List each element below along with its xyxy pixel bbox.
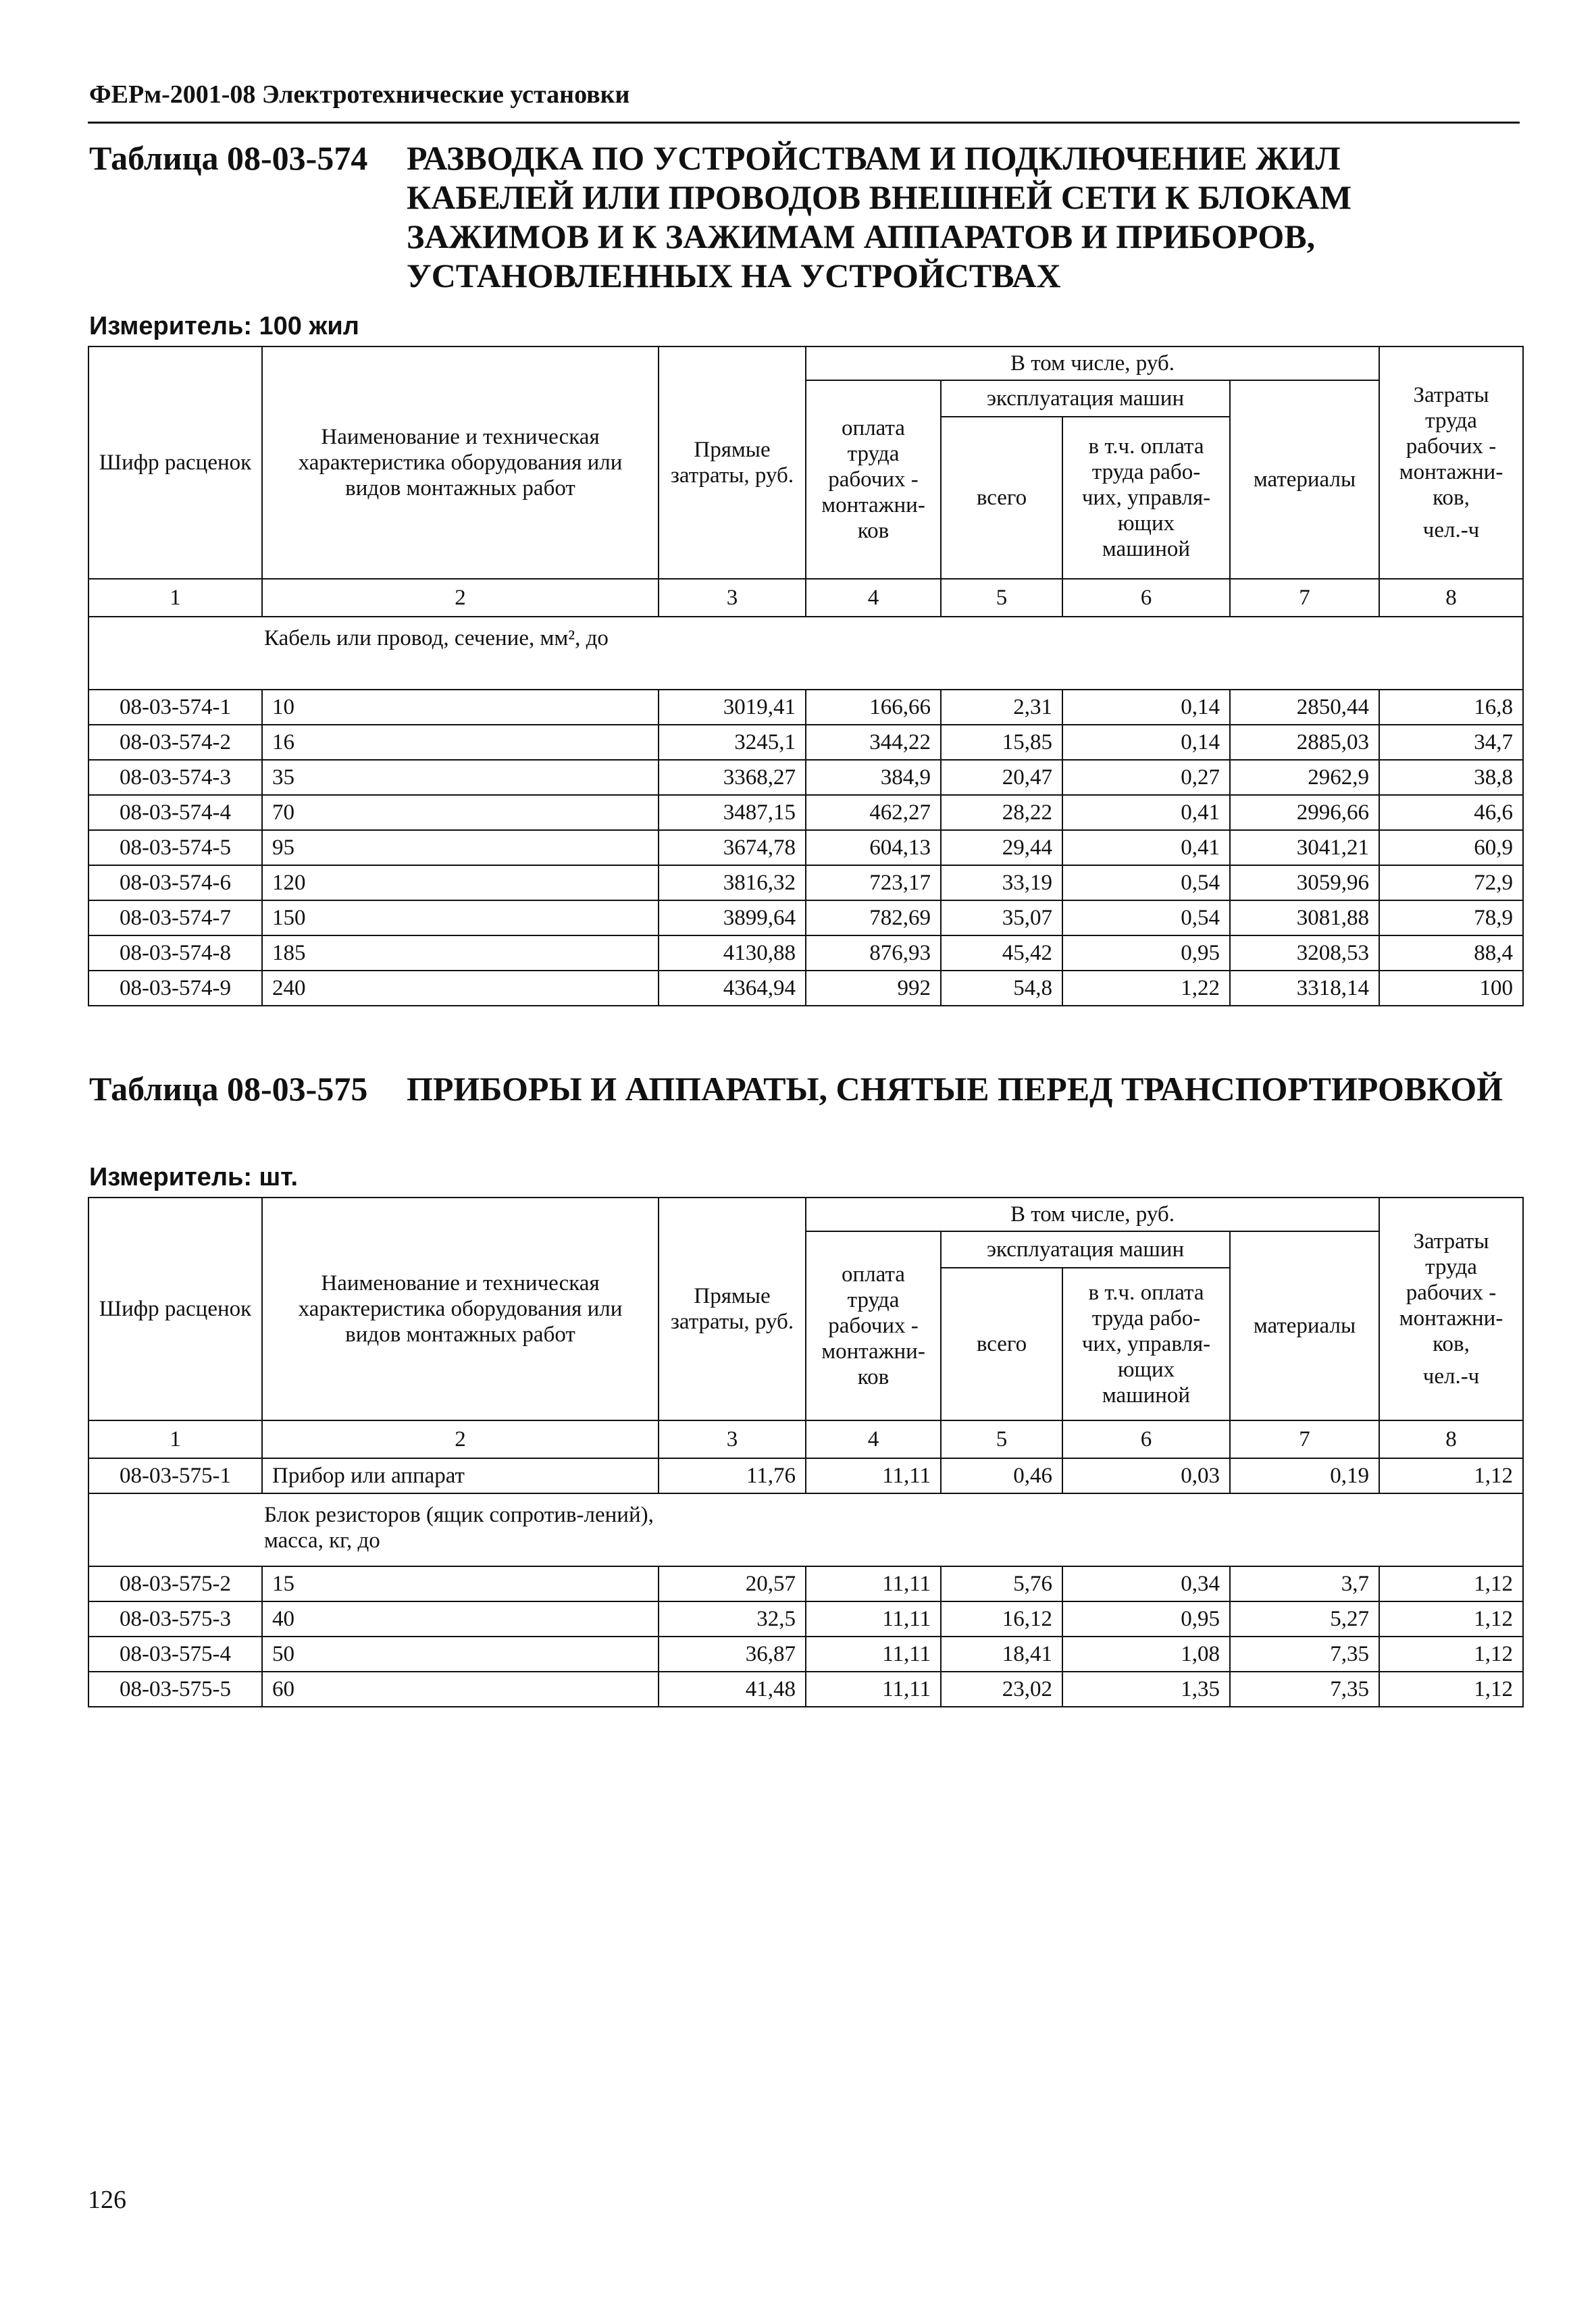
column-number: 5 <box>941 1420 1062 1458</box>
cell-machines-labor: 0,14 <box>1062 690 1230 725</box>
cell-direct: 3245,1 <box>659 725 806 760</box>
cell-name: 50 <box>262 1637 659 1672</box>
cell-materials: 3,7 <box>1230 1566 1379 1601</box>
cell-code: 08-03-574-9 <box>88 971 262 1006</box>
cell-labor: 166,66 <box>806 690 941 725</box>
cell-labor: 11,11 <box>806 1566 941 1601</box>
col-header-labor: оплата труда рабочих - монтажни-ков <box>806 1231 941 1420</box>
cell-machines-total: 5,76 <box>941 1566 1062 1601</box>
col-header-hours <box>1379 346 1523 579</box>
cell-materials: 2996,66 <box>1230 795 1379 830</box>
table2-body <box>88 1566 1523 1707</box>
section-cell <box>88 1493 1523 1566</box>
cell-labor: 992 <box>806 971 941 1006</box>
cell-code: 08-03-575-5 <box>88 1672 262 1707</box>
cell-direct: 3368,27 <box>659 760 806 795</box>
cell-direct: 3674,78 <box>659 830 806 865</box>
cell-code: 08-03-574-2 <box>88 725 262 760</box>
cell-materials: 3208,53 <box>1230 935 1379 971</box>
cell-code: 08-03-575-1 <box>88 1458 262 1493</box>
cell-name: 240 <box>262 971 659 1006</box>
cell-materials: 7,35 <box>1230 1637 1379 1672</box>
col-header-code: Шифр расценок <box>88 346 262 579</box>
column-number: 3 <box>659 579 806 617</box>
cell-name: 70 <box>262 795 659 830</box>
cell-labor: 876,93 <box>806 935 941 971</box>
table1-title: РАЗВОДКА ПО УСТРОЙСТВАМ И ПОДКЛЮЧЕНИЕ ЖИЛ КАБЕЛЕЙ ИЛИ ПРОВОДОВ ВНЕШНЕЙ СЕТИ К БЛОКАМ ЗАЖИМОВ И К ЗАЖИМАМ АППАРАТОВ И ПРИБОРОВ, УСТАНОВЛЕННЫХ НА УСТРОЙСТВАХ <box>407 139 1352 294</box>
cell-name: 185 <box>262 935 659 971</box>
cell-direct: 36,87 <box>659 1637 806 1672</box>
cell-name: 15 <box>262 1566 659 1601</box>
cell-machines-labor: 1,08 <box>1062 1637 1230 1672</box>
cell-machines-labor: 0,14 <box>1062 725 1230 760</box>
cell-machines-total: 29,44 <box>941 830 1062 865</box>
cell-code: 08-03-574-7 <box>88 900 262 935</box>
col-header-hours <box>1379 1198 1523 1420</box>
col-header-machines-total: всего <box>941 417 1062 579</box>
column-number: 2 <box>262 1420 659 1458</box>
table-row <box>88 1601 1523 1637</box>
cell-materials: 3081,88 <box>1230 900 1379 935</box>
col-header-hours-unit: чел.-ч <box>1422 1364 1480 1389</box>
col-header-hours-label: Затраты труда рабочих - монтажни-ков, <box>1399 383 1503 510</box>
table-row <box>88 1672 1523 1707</box>
cell-materials: 5,27 <box>1230 1601 1379 1637</box>
table1-number: Таблица 08-03-574 <box>89 139 368 177</box>
running-head: ФЕРм-2001-08 Электротехнические установки <box>89 80 630 109</box>
table2 <box>88 1197 1524 1707</box>
cell-direct: 3019,41 <box>659 690 806 725</box>
cell-direct: 32,5 <box>659 1601 806 1637</box>
col-header-direct: Прямые затраты, руб. <box>659 346 806 579</box>
cell-labor: 782,69 <box>806 900 941 935</box>
cell-labor: 11,11 <box>806 1672 941 1707</box>
cell-machines-total: 45,42 <box>941 935 1062 971</box>
col-header-name: Наименование и техническая характеристика оборудования или видов монтажных работ <box>262 1198 659 1420</box>
cell-machines-total: 18,41 <box>941 1637 1062 1672</box>
column-number: 4 <box>806 579 941 617</box>
column-number: 2 <box>262 579 659 617</box>
table2-measure: Измеритель: шт. <box>89 1163 299 1191</box>
cell-code: 08-03-574-8 <box>88 935 262 971</box>
cell-machines-labor: 0,34 <box>1062 1566 1230 1601</box>
column-number: 8 <box>1379 1420 1523 1458</box>
table1 <box>88 346 1524 1006</box>
cell-direct: 4364,94 <box>659 971 806 1006</box>
cell-labor: 11,11 <box>806 1637 941 1672</box>
cell-materials: 3041,21 <box>1230 830 1379 865</box>
cell-name: 150 <box>262 900 659 935</box>
table-row <box>88 1566 1523 1601</box>
cell-name: 60 <box>262 1672 659 1707</box>
cell-hours: 1,12 <box>1379 1637 1523 1672</box>
column-number: 7 <box>1230 579 1379 617</box>
cell-direct: 11,76 <box>659 1458 806 1493</box>
cell-name: 16 <box>262 725 659 760</box>
cell-direct: 4130,88 <box>659 935 806 971</box>
column-number: 6 <box>1062 1420 1230 1458</box>
col-header-including: В том числе, руб. <box>806 346 1379 380</box>
cell-labor: 462,27 <box>806 795 941 830</box>
column-number-row <box>88 579 1523 617</box>
column-number: 5 <box>941 579 1062 617</box>
cell-code: 08-03-575-3 <box>88 1601 262 1637</box>
cell-code: 08-03-574-1 <box>88 690 262 725</box>
cell-hours: 100 <box>1379 971 1523 1006</box>
table-row <box>88 760 1523 795</box>
cell-hours: 1,12 <box>1379 1601 1523 1637</box>
col-header-labor: оплата труда рабочих - монтажни-ков <box>806 380 941 579</box>
cell-direct: 3816,32 <box>659 865 806 900</box>
cell-machines-labor: 0,54 <box>1062 900 1230 935</box>
cell-materials: 3059,96 <box>1230 865 1379 900</box>
table2-number: Таблица 08-03-575 <box>89 1070 368 1108</box>
table1-heading <box>89 138 1521 301</box>
cell-machines-labor: 0,54 <box>1062 865 1230 900</box>
column-number: 6 <box>1062 579 1230 617</box>
cell-direct: 3487,15 <box>659 795 806 830</box>
cell-materials: 2885,03 <box>1230 725 1379 760</box>
column-number: 8 <box>1379 579 1523 617</box>
cell-labor: 11,11 <box>806 1601 941 1637</box>
column-number: 4 <box>806 1420 941 1458</box>
table1-measure: Измеритель: 100 жил <box>89 312 359 340</box>
cell-labor: 344,22 <box>806 725 941 760</box>
col-header-machines-labor: в т.ч. оплата труда рабо-чих, управля-ющих машиной <box>1062 1268 1230 1420</box>
cell-machines-labor: 0,95 <box>1062 1601 1230 1637</box>
cell-machines-labor: 1,35 <box>1062 1672 1230 1707</box>
cell-code: 08-03-575-2 <box>88 1566 262 1601</box>
cell-name: 10 <box>262 690 659 725</box>
table1-body <box>88 690 1523 1006</box>
cell-code: 08-03-575-4 <box>88 1637 262 1672</box>
col-header-materials: материалы <box>1230 380 1379 579</box>
cell-name: 120 <box>262 865 659 900</box>
table-row <box>88 690 1523 725</box>
col-header-machines-labor: в т.ч. оплата труда рабо-чих, управля-ющих машиной <box>1062 417 1230 579</box>
cell-machines-total: 54,8 <box>941 971 1062 1006</box>
table2-heading <box>89 1069 1521 1150</box>
cell-hours: 88,4 <box>1379 935 1523 971</box>
cell-machines-labor: 0,27 <box>1062 760 1230 795</box>
cell-materials: 7,35 <box>1230 1672 1379 1707</box>
cell-code: 08-03-574-5 <box>88 830 262 865</box>
table2-title: ПРИБОРЫ И АППАРАТЫ, СНЯТЫЕ ПЕРЕД ТРАНСПОРТИРОВКОЙ <box>407 1070 1503 1108</box>
cell-name: 40 <box>262 1601 659 1637</box>
table-row <box>88 1637 1523 1672</box>
cell-hours: 1,12 <box>1379 1672 1523 1707</box>
cell-machines-total: 23,02 <box>941 1672 1062 1707</box>
cell-materials: 2962,9 <box>1230 760 1379 795</box>
cell-machines-labor: 0,03 <box>1062 1458 1230 1493</box>
section-row <box>88 617 1523 690</box>
page-number: 126 <box>88 2186 126 2214</box>
table-row <box>88 830 1523 865</box>
cell-labor: 604,13 <box>806 830 941 865</box>
header-rule <box>88 122 1520 124</box>
cell-machines-total: 33,19 <box>941 865 1062 900</box>
cell-materials: 3318,14 <box>1230 971 1379 1006</box>
column-number: 1 <box>88 1420 262 1458</box>
col-header-materials: материалы <box>1230 1231 1379 1420</box>
col-header-name: Наименование и техническая характеристика оборудования или видов монтажных работ <box>262 346 659 579</box>
column-number: 3 <box>659 1420 806 1458</box>
cell-materials: 2850,44 <box>1230 690 1379 725</box>
section-label: Кабель или провод, сечение, мм², до <box>264 626 609 650</box>
cell-code: 08-03-574-4 <box>88 795 262 830</box>
cell-machines-total: 28,22 <box>941 795 1062 830</box>
table-row <box>88 900 1523 935</box>
cell-labor: 11,11 <box>806 1458 941 1493</box>
cell-hours: 78,9 <box>1379 900 1523 935</box>
cell-machines-labor: 0,41 <box>1062 795 1230 830</box>
cell-hours: 72,9 <box>1379 865 1523 900</box>
cell-hours: 46,6 <box>1379 795 1523 830</box>
cell-labor: 723,17 <box>806 865 941 900</box>
cell-machines-total: 0,46 <box>941 1458 1062 1493</box>
table-row <box>88 971 1523 1006</box>
cell-direct: 3899,64 <box>659 900 806 935</box>
cell-code: 08-03-574-6 <box>88 865 262 900</box>
cell-hours: 16,8 <box>1379 690 1523 725</box>
section-row <box>88 1493 1523 1566</box>
cell-hours: 60,9 <box>1379 830 1523 865</box>
col-header-code: Шифр расценок <box>88 1198 262 1420</box>
cell-materials: 0,19 <box>1230 1458 1379 1493</box>
cell-machines-labor: 0,95 <box>1062 935 1230 971</box>
cell-machines-total: 16,12 <box>941 1601 1062 1637</box>
table-row <box>88 725 1523 760</box>
table-row <box>88 935 1523 971</box>
cell-name: 95 <box>262 830 659 865</box>
col-header-machines: эксплуатация машин <box>941 380 1230 417</box>
table-row <box>88 1458 1523 1493</box>
cell-hours: 1,12 <box>1379 1458 1523 1493</box>
column-number: 1 <box>88 579 262 617</box>
cell-hours: 1,12 <box>1379 1566 1523 1601</box>
col-header-direct: Прямые затраты, руб. <box>659 1198 806 1420</box>
col-header-hours-label: Затраты труда рабочих - монтажни-ков, <box>1399 1229 1503 1356</box>
cell-hours: 34,7 <box>1379 725 1523 760</box>
cell-hours: 38,8 <box>1379 760 1523 795</box>
table-row <box>88 795 1523 830</box>
col-header-including: В том числе, руб. <box>806 1198 1379 1231</box>
cell-machines-labor: 1,22 <box>1062 971 1230 1006</box>
cell-machines-labor: 0,41 <box>1062 830 1230 865</box>
cell-name: 35 <box>262 760 659 795</box>
cell-machines-total: 15,85 <box>941 725 1062 760</box>
cell-direct: 41,48 <box>659 1672 806 1707</box>
table-row <box>88 865 1523 900</box>
col-header-hours-unit: чел.-ч <box>1422 518 1480 542</box>
cell-machines-total: 35,07 <box>941 900 1062 935</box>
section-label: Блок резисторов (ящик сопротив-лений), масса, кг, до <box>264 1503 654 1553</box>
section-cell <box>88 617 1523 690</box>
cell-name: Прибор или аппарат <box>262 1458 659 1493</box>
cell-labor: 384,9 <box>806 760 941 795</box>
cell-code: 08-03-574-3 <box>88 760 262 795</box>
column-number: 7 <box>1230 1420 1379 1458</box>
col-header-machines: эксплуатация машин <box>941 1231 1230 1268</box>
column-number-row <box>88 1420 1523 1458</box>
cell-direct: 20,57 <box>659 1566 806 1601</box>
col-header-machines-total: всего <box>941 1268 1062 1420</box>
cell-machines-total: 20,47 <box>941 760 1062 795</box>
cell-machines-total: 2,31 <box>941 690 1062 725</box>
